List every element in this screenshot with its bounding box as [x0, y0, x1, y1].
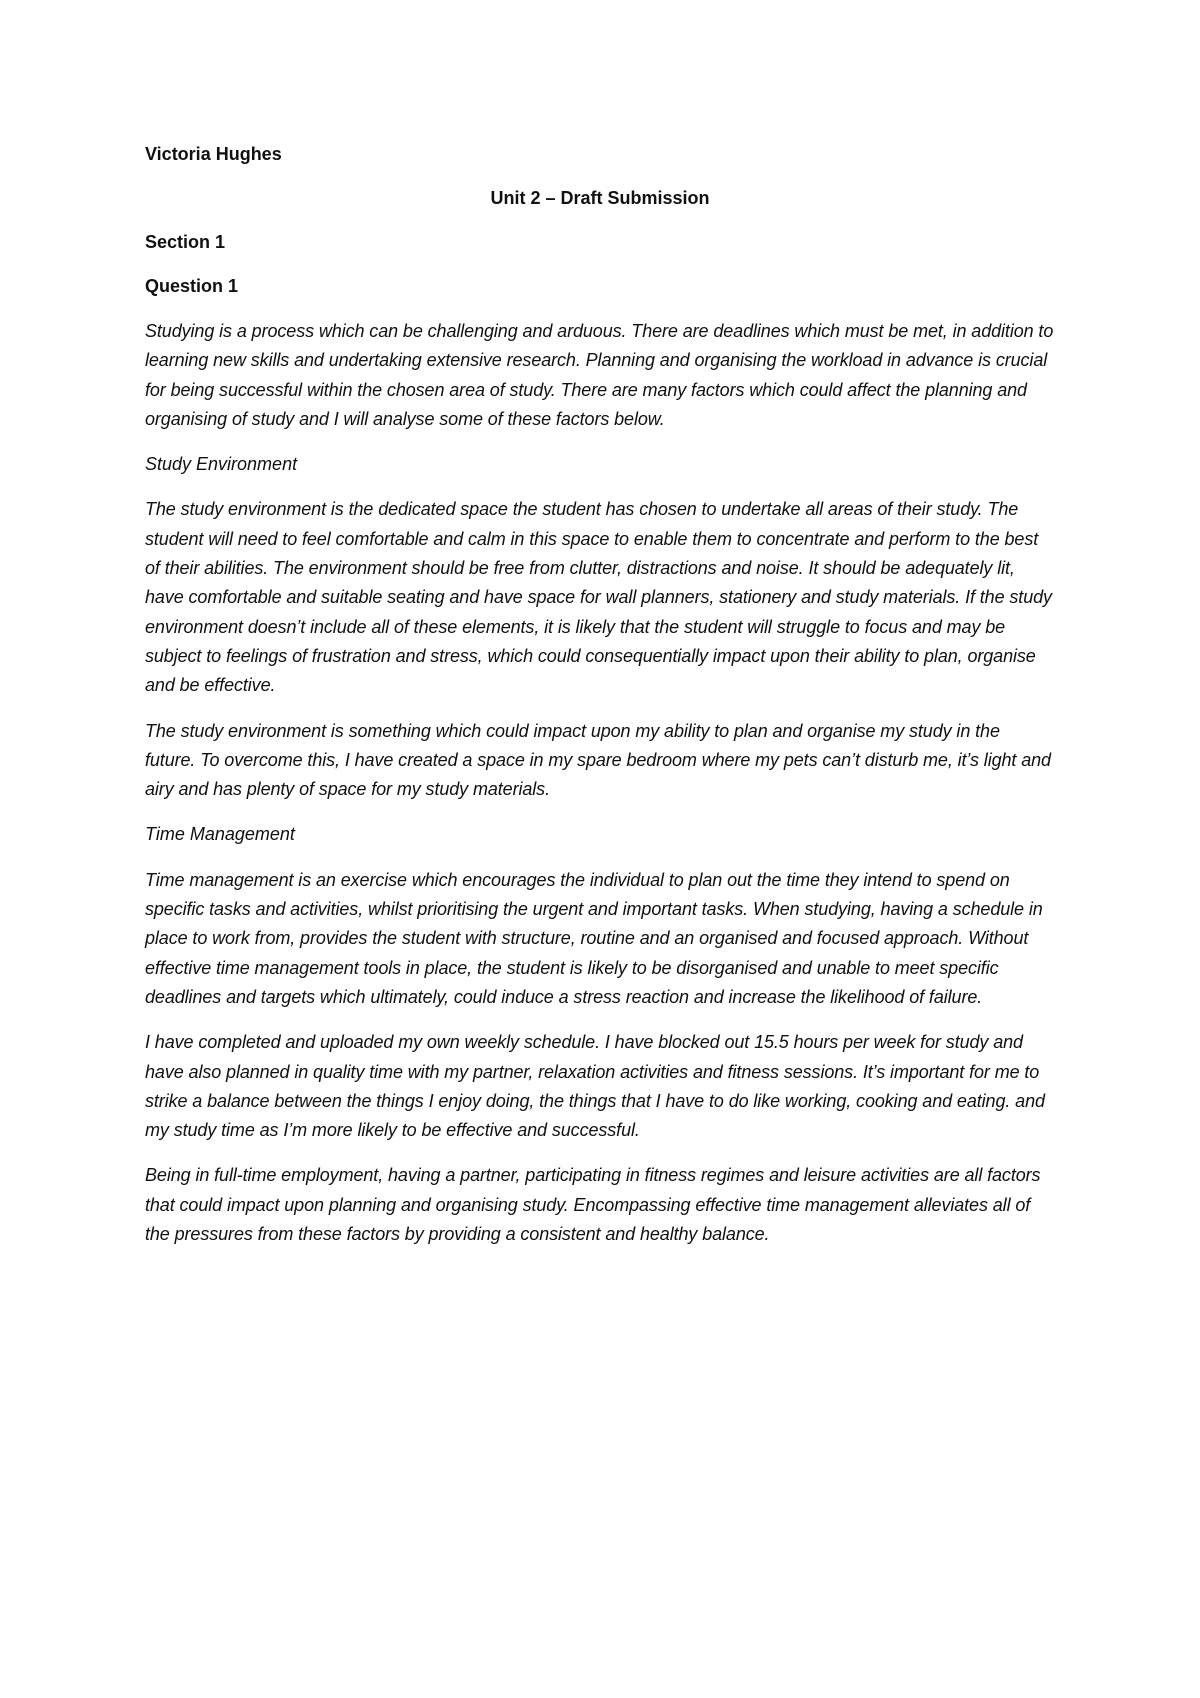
question-heading: Question 1	[145, 276, 239, 296]
time-management-heading: Time Management	[145, 824, 295, 845]
study-environment-paragraph-2: The study environment is something which could impact upon my ability to plan and organise my study in the future. To overcome this, I have created a space in my spare bedroom where my pets can’t disturb me, it’s light and airy and has plenty of space for my study materials.	[145, 720, 1051, 800]
author-name: Victoria Hughes	[145, 144, 282, 164]
document-content	[145, 143, 1055, 1265]
document-title: Unit 2 – Draft Submission	[490, 188, 710, 208]
time-management-paragraph-2: I have completed and uploaded my own weekly schedule. I have blocked out 15.5 hours per week for study and have also planned in quality time with my partner, relaxation activities and fitness sessions. It’s important for me to strike a balance between the things I enjoy doing, the things that I have to do like working, cooking and eating. and my study time as I’m more likely to be effective and successful.	[145, 1032, 1045, 1141]
time-management-paragraph-1: Time management is an exercise which encourages the individual to plan out the time they intend to spend on specific tasks and activities, whilst prioritising the urgent and important tasks. When studying, having a schedule in place to work from, provides the student with structure, routine and an organised and focused approach. Without effective time management tools in place, the student is likely to be disorganised and unable to meet specific deadlines and targets which ultimately, could induce a stress reaction and increase the likelihood of failure.	[145, 869, 1043, 1007]
section-heading: Section 1	[145, 232, 226, 252]
intro-paragraph: Studying is a process which can be challenging and arduous. There are deadlines which must be met, in addition to learning new skills and undertaking extensive research. Planning and organising the workload in advance is crucial for being successful within the chosen area of study. There are many factors which could affect the planning and organising of study and I will analyse some of these factors below.	[145, 321, 1054, 429]
time-management-paragraph-3: Being in full-time employment, having a partner, participating in fitness regimes and leisure activities are all factors that could impact upon planning and organising study. Encompassing effective time management alleviates all of the pressures from these factors by providing a consistent and healthy balance.	[145, 1165, 1041, 1245]
study-environment-heading: Study Environment	[145, 454, 298, 475]
study-environment-paragraph-1: The study environment is the dedicated space the student has chosen to undertake all areas of their study. The student will need to feel comfortable and calm in this space to enable them to concentrate and perform to the best of their abilities. The environment should be free from clutter, distractions and noise. It should be adequately lit, have comfortable and suitable seating and have space for wall planners, stationery and study materials. If the study environment doesn’t include all of these elements, it is likely that the student will struggle to focus and may be subject to feelings of frustration and stress, which could consequentially impact upon their ability to plan, organise and be effective.	[145, 499, 1052, 696]
